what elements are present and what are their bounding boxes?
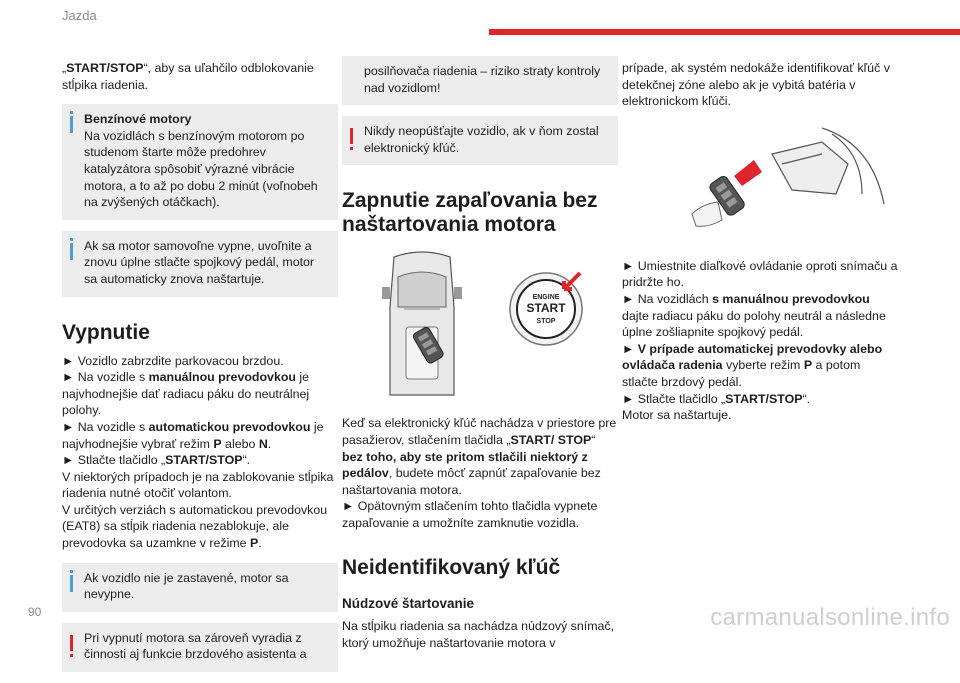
- svg-text:ENGINE: ENGINE: [532, 294, 560, 302]
- paragraph-wheel: V niektorých prípadoch je na zablokovanie stĺpika riadenia nutné otočiť volantom.: [62, 469, 334, 501]
- page-number: 90: [28, 605, 42, 619]
- watermark: carmanualsonline.info: [710, 604, 950, 631]
- warning-box-continued: [342, 56, 618, 105]
- svg-text:STOP: STOP: [536, 318, 556, 326]
- steering-column-icon: [772, 128, 884, 204]
- info-box-text: Na vozidlách s benzínovým motorom po studenom štarte môže predohrev katalyzátora spôsobiť výrazné vibrácie motora, a to až po dobu 2 minút (voľnobeh na zvýšených otáčkach).: [84, 128, 318, 210]
- step-item: ► Umiestnite diaľkové ovládanie oproti snímaču a pridržte ho.: [622, 258, 898, 290]
- info-icon: [70, 575, 73, 592]
- subheading-emergency: Núdzové štartovanie: [342, 595, 475, 611]
- info-box-petrol: [62, 104, 338, 220]
- paragraph-ignition: Keď sa elektronický kľúč nachádza v priestore pre pasažierov, stlačením tlačidla „START/ STOP“ bez toho, aby ste pritom stlačili niektorý z pedálov, budete môcť zapnúť zapaľovanie bez naštartovania motora.: [342, 416, 617, 497]
- engine-start-button-icon: [510, 273, 582, 345]
- figure-car-and-button: [342, 247, 618, 397]
- steering-sensor-illustration: [622, 124, 898, 244]
- warning-box-brake: [62, 623, 338, 672]
- car-top-view: [382, 252, 462, 395]
- section-heading-unidentified: Neidentifikovaný kľúč: [342, 555, 561, 579]
- intro-paragraph: „START/STOP“, aby sa uľahčilo odblokovanie stĺpika riadenia.: [62, 61, 314, 92]
- warning-box-text: Nikdy neopúšťajte vozidlo, ak v ňom zostal elektronický kľúč.: [364, 124, 599, 155]
- step-item: ► Na vozidle s manuálnou prevodovkou je najvhodnejšie dať radiacu páku do neutrálnej polohy.: [62, 370, 310, 418]
- info-icon: [70, 116, 73, 133]
- warning-icon: [70, 635, 73, 651]
- header-accent-bar: [489, 29, 960, 35]
- section-heading-off: Vypnutie: [62, 320, 150, 344]
- step-item: ► Na vozidle s automatickou prevodovkou je najvhodnejšie vybrať režim P alebo N.: [62, 419, 324, 451]
- warning-box-text: posilňovača riadenia – riziko straty kontroly nad vozidlom!: [364, 64, 601, 95]
- warning-box-text: Pri vypnutí motora sa zároveň vyradia z činnosti aj funkcie brzdového asistenta a: [84, 630, 307, 662]
- page-header-title: Jazda: [62, 8, 97, 23]
- info-box-moving: [62, 563, 338, 612]
- info-box-title: Benzínové motory: [84, 112, 192, 127]
- warning-icon: [350, 128, 353, 144]
- sensor-marker-icon: [734, 160, 762, 186]
- column-2: [342, 60, 618, 651]
- car-key-illustration: [342, 247, 618, 397]
- step-item: ► Vozidlo zabrzdite parkovacou brzdou.: [62, 353, 284, 368]
- warning-box-key: [342, 116, 618, 165]
- step-item: ► Stlačte tlačidlo „START/STOP“.: [62, 453, 251, 468]
- paragraph-emergency: Na stĺpiku riadenia sa nachádza núdzový snímač, ktorý umožňuje naštartovanie motora v: [342, 619, 615, 650]
- paragraph-started: Motor sa naštartuje.: [622, 408, 732, 423]
- paragraph-continued: prípade, ak systém nedokáže identifikovať kľúč v detekčnej zóne alebo ak je vybitá batéria v elektronickom kľúči.: [622, 61, 890, 109]
- paragraph-press-again: ► Opätovným stlačením tohto tlačidla vypnete zapaľovanie a umožníte zamknutie vozidla.: [342, 499, 598, 530]
- figure-steering-sensor: [622, 124, 898, 244]
- hand-icon: [692, 202, 722, 226]
- column-3: [622, 60, 898, 424]
- column-1: [62, 60, 338, 683]
- paragraph-eat8: V určitých verziách s automatickou prevodovkou (EAT8) sa stĺpik riadenia nezablokuje, ale prevodovka sa uzamkne v režime P.: [62, 502, 328, 551]
- section-heading-ignition: Zapnutie zapaľovania bez naštartovania motora: [342, 189, 598, 237]
- info-box-text: Ak vozidlo nie je zastavené, motor sa nevypne.: [84, 570, 289, 602]
- info-box-text: Ak sa motor samovoľne vypne, uvoľnite a znovu úplne stlačte spojkový pedál, motor sa automaticky znova naštartuje.: [84, 238, 315, 286]
- step-item: ► V prípade automatickej prevodovky alebo ovládača radenia vyberte režim P a potom stlačte brzdový pedál.: [622, 341, 883, 389]
- info-box-stall: [62, 231, 338, 297]
- step-item: ► Stlačte tlačidlo „START/STOP“.: [622, 391, 811, 406]
- info-icon: [70, 243, 73, 260]
- svg-text:START: START: [526, 301, 566, 316]
- step-item: ► Na vozidlách s manuálnou prevodovkou dajte radiacu páku do polohy neutrál a následne úplne zošliapnite spojkový pedál.: [622, 291, 886, 340]
